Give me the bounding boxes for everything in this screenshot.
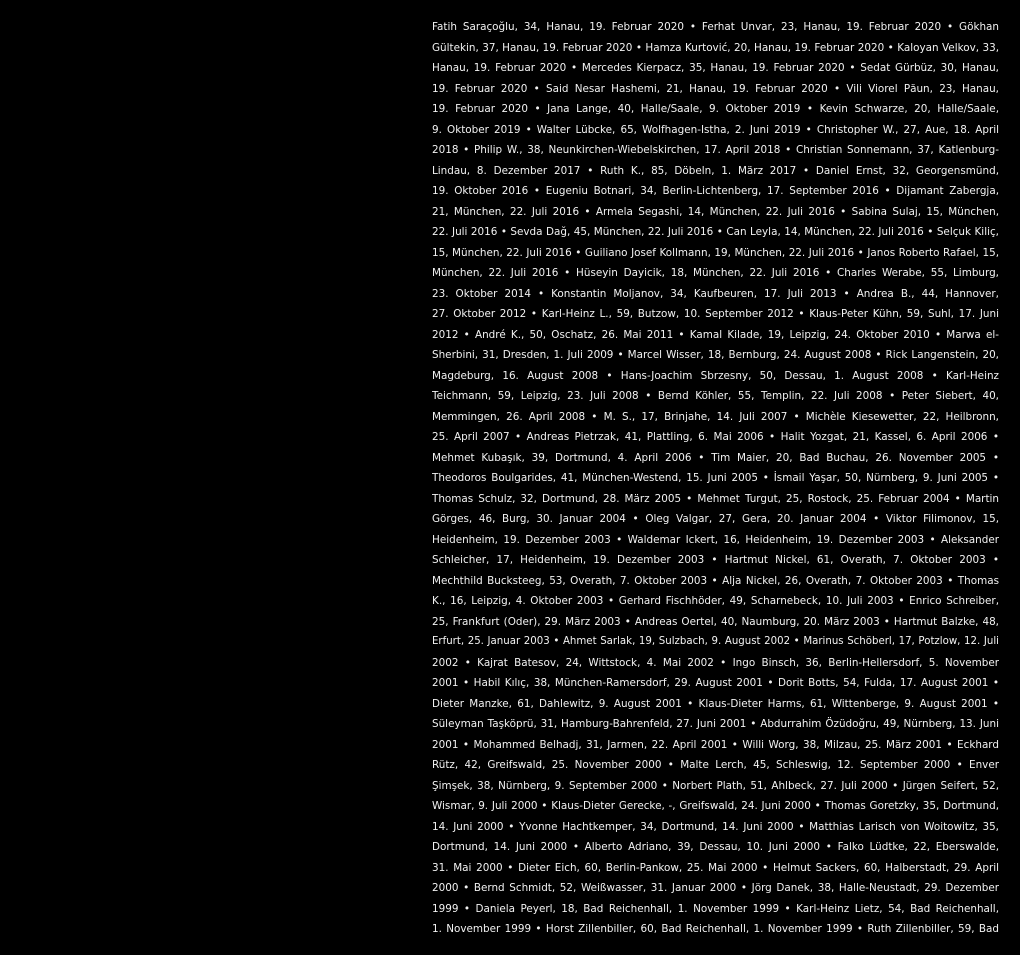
- memorial-text-line: 23. Oktober 2014 • Konstantin Moljanov, 34, Kaufbeuren, 17. Juli 2013 • Andrea B., 44, Hannover,: [432, 287, 999, 300]
- memorial-text-line: 22. Juli 2016 • Sevda Dağ, 45, München, 22. Juli 2016 • Can Leyla, 14, München, 22. Juli 2016 • Selçuk Kiliç,: [432, 226, 999, 238]
- memorial-text-line: Dieter Manzke, 61, Dahlewitz, 9. August 2001 • Klaus-Dieter Harms, 61, Wittenberge, 9. August 2001 •: [432, 697, 999, 710]
- memorial-text-line: 2002 • Kajrat Batesov, 24, Wittstock, 4. Mai 2002 • Ingo Binsch, 36, Berlin-Hellersdorf, 5. November: [432, 656, 999, 669]
- memorial-text-line: Schleicher, 17, Heidenheim, 19. Dezember 2003 • Hartmut Nickel, 61, Overath, 7. Oktober 2003 •: [432, 554, 999, 566]
- memorial-text-line: 31. Mai 2000 • Dieter Eich, 60, Berlin-Pankow, 25. Mai 2000 • Helmut Sackers, 60, Halberstadt, 29. April: [432, 861, 999, 874]
- memorial-text-line: Memmingen, 26. April 2008 • M. S., 17, Brinjahe, 14. Juli 2007 • Michèle Kiesewetter, 22, Heilbronn,: [432, 410, 999, 423]
- memorial-text-line: Magdeburg, 16. August 2008 • Hans-Joachim Sbrzesny, 50, Dessau, 1. August 2008 • Karl-Heinz: [432, 369, 999, 382]
- memorial-text-line: Mechthild Bucksteeg, 53, Overath, 7. Oktober 2003 • Alja Nickel, 26, Overath, 7. Oktober 2003 • Thomas: [432, 574, 999, 587]
- memorial-text-line: Thomas Schulz, 32, Dortmund, 28. März 2005 • Mehmet Turgut, 25, Rostock, 25. Februar 2004 • Martin: [432, 492, 999, 505]
- memorial-text-line: 15, München, 22. Juli 2016 • Guiliano Josef Kollmann, 19, München, 22. Juli 2016 • Janos Roberto Rafael, 15,: [432, 246, 999, 259]
- memorial-text-line: Fatih Saraçoğlu, 34, Hanau, 19. Februar 2020 • Ferhat Unvar, 23, Hanau, 19. Februar 2020 • Gökhan: [432, 21, 999, 33]
- memorial-text-line: Gültekin, 37, Hanau, 19. Februar 2020 • Hamza Kurtović, 20, Hanau, 19. Februar 2020 • Kaloyan Velkov, 33,: [432, 41, 999, 54]
- memorial-text-line: 1999 • Daniela Peyerl, 18, Bad Reichenhall, 1. November 1999 • Karl-Heinz Lietz, 54, Bad Reichenhall,: [432, 902, 999, 915]
- memorial-text-line: 14. Juni 2000 • Yvonne Hachtkemper, 34, Dortmund, 14. Juni 2000 • Matthias Larisch von Woitowitz, 35,: [432, 820, 999, 833]
- memorial-text-line: 2012 • André K., 50, Oschatz, 26. Mai 2011 • Kamal Kilade, 19, Leipzig, 24. Oktober 2010 • Marwa el-: [432, 328, 999, 341]
- memorial-text-line: 27. Oktober 2012 • Karl-Heinz L., 59, Butzow, 10. September 2012 • Klaus-Peter Kühn, 59, Suhl, 17. Juni: [432, 308, 999, 320]
- memorial-text-line: Hanau, 19. Februar 2020 • Mercedes Kierpacz, 35, Hanau, 19. Februar 2020 • Sedat Gürbüz, 30, Hanau,: [432, 62, 999, 74]
- memorial-text-line: 9. Oktober 2019 • Walter Lübcke, 65, Wolfhagen-Istha, 2. Juni 2019 • Christopher W., 27, Aue, 18. April: [432, 123, 999, 136]
- memorial-text-line: Görges, 46, Burg, 30. Januar 2004 • Oleg Valgar, 27, Gera, 20. Januar 2004 • Viktor Filimonov, 15,: [432, 513, 999, 525]
- memorial-text-line: München, 22. Juli 2016 • Hüseyin Dayicik, 18, München, 22. Juli 2016 • Charles Werabe, 55, Limburg,: [432, 267, 999, 279]
- memorial-text-line: Rütz, 42, Greifswald, 25. November 2000 • Malte Lerch, 45, Schleswig, 12. September 2000 • Enver: [432, 759, 999, 771]
- memorial-text-line: K., 16, Leipzig, 4. Oktober 2003 • Gerhard Fischhöder, 49, Scharnebeck, 10. Juli 2003 • Enrico Schreiber,: [432, 595, 999, 607]
- memorial-text-line: Theodoros Boulgarides, 41, München-Westend, 15. Juni 2005 • İsmail Yaşar, 50, Nürnberg, 9. Juni 2005 •: [432, 472, 999, 484]
- memorial-text-block: [432, 17, 999, 940]
- memorial-text-line: Wismar, 9. Juli 2000 • Klaus-Dieter Gerecke, -, Greifswald, 24. Juni 2000 • Thomas Goretzky, 35, Dortmund,: [432, 800, 999, 812]
- memorial-text-line: Heidenheim, 19. Dezember 2003 • Waldemar Ickert, 16, Heidenheim, 19. Dezember 2003 • Aleksander: [432, 533, 999, 546]
- memorial-text-line: 19. Februar 2020 • Said Nesar Hashemi, 21, Hanau, 19. Februar 2020 • Vili Viorel Păun, 23, Hanau,: [432, 82, 999, 95]
- memorial-text-line: 25, Frankfurt (Oder), 29. März 2003 • Andreas Oertel, 40, Naumburg, 20. März 2003 • Hartmut Balzke, 48,: [432, 615, 999, 628]
- memorial-text-line: Teichmann, 59, Leipzig, 23. Juli 2008 • Bernd Köhler, 55, Templin, 22. Juli 2008 • Peter Siebert, 40,: [432, 390, 999, 402]
- memorial-text-line: 2000 • Bernd Schmidt, 52, Weißwasser, 31. Januar 2000 • Jörg Danek, 38, Halle-Neustadt, 29. Dezember: [432, 882, 999, 894]
- memorial-text-line: Dortmund, 14. Juni 2000 • Alberto Adriano, 39, Dessau, 10. Juni 2000 • Falko Lüdtke, 22, Eberswalde,: [432, 841, 999, 853]
- memorial-text-line: Süleyman Taşköprü, 31, Hamburg-Bahrenfeld, 27. Juni 2001 • Abdurrahim Özüdoğru, 49, Nürnberg, 13. Juni: [432, 718, 999, 730]
- memorial-text-line: Sherbini, 31, Dresden, 1. Juli 2009 • Marcel Wisser, 18, Bernburg, 24. August 2008 • Rick Langenstein, 20,: [432, 349, 999, 361]
- memorial-text-line: 19. Februar 2020 • Jana Lange, 40, Halle/Saale, 9. Oktober 2019 • Kevin Schwarze, 20, Halle/Saale,: [432, 103, 999, 115]
- memorial-text-line: 2001 • Habil Kılıç, 38, München-Ramersdorf, 29. August 2001 • Dorit Botts, 54, Fulda, 17. August 2001 •: [432, 677, 999, 689]
- memorial-text-line: Lindau, 8. Dezember 2017 • Ruth K., 85, Döbeln, 1. März 2017 • Daniel Ernst, 32, Georgensmünd,: [432, 164, 999, 177]
- memorial-text-line: 25. April 2007 • Andreas Pietrzak, 41, Plattling, 6. Mai 2006 • Halit Yozgat, 21, Kassel, 6. April 2006 •: [432, 431, 999, 443]
- memorial-text-line: Erfurt, 25. Januar 2003 • Ahmet Sarlak, 19, Sulzbach, 9. August 2002 • Marinus Schöberl, 17, Potzlow, 12. Juli: [432, 636, 999, 647]
- memorial-text-line: 2018 • Philip W., 38, Neunkirchen-Wiebelskirchen, 17. April 2018 • Christian Sonnemann, 37, Katlenburg-: [432, 144, 999, 156]
- memorial-text-line: 19. Oktober 2016 • Eugeniu Botnari, 34, Berlin-Lichtenberg, 17. September 2016 • Dijamant Zabergja,: [432, 185, 999, 197]
- memorial-text-line: 21, München, 22. Juli 2016 • Armela Segashi, 14, München, 22. Juli 2016 • Sabina Sulaj, 15, München,: [432, 205, 999, 218]
- memorial-text-line: Mehmet Kubaşık, 39, Dortmund, 4. April 2006 • Tim Maier, 20, Bad Buchau, 26. November 2005 •: [432, 451, 999, 464]
- memorial-text-line: 2001 • Mohammed Belhadj, 31, Jarmen, 22. April 2001 • Willi Worg, 38, Milzau, 25. März 2001 • Eckhard: [432, 738, 999, 751]
- memorial-text-line: Şimşek, 38, Nürnberg, 9. September 2000 • Norbert Plath, 51, Ahlbeck, 27. Juli 2000 • Jürgen Seifert, 52,: [432, 779, 999, 792]
- memorial-text-line: 1. November 1999 • Horst Zillenbiller, 60, Bad Reichenhall, 1. November 1999 • Ruth Zillenbiller, 59, Bad: [432, 923, 999, 935]
